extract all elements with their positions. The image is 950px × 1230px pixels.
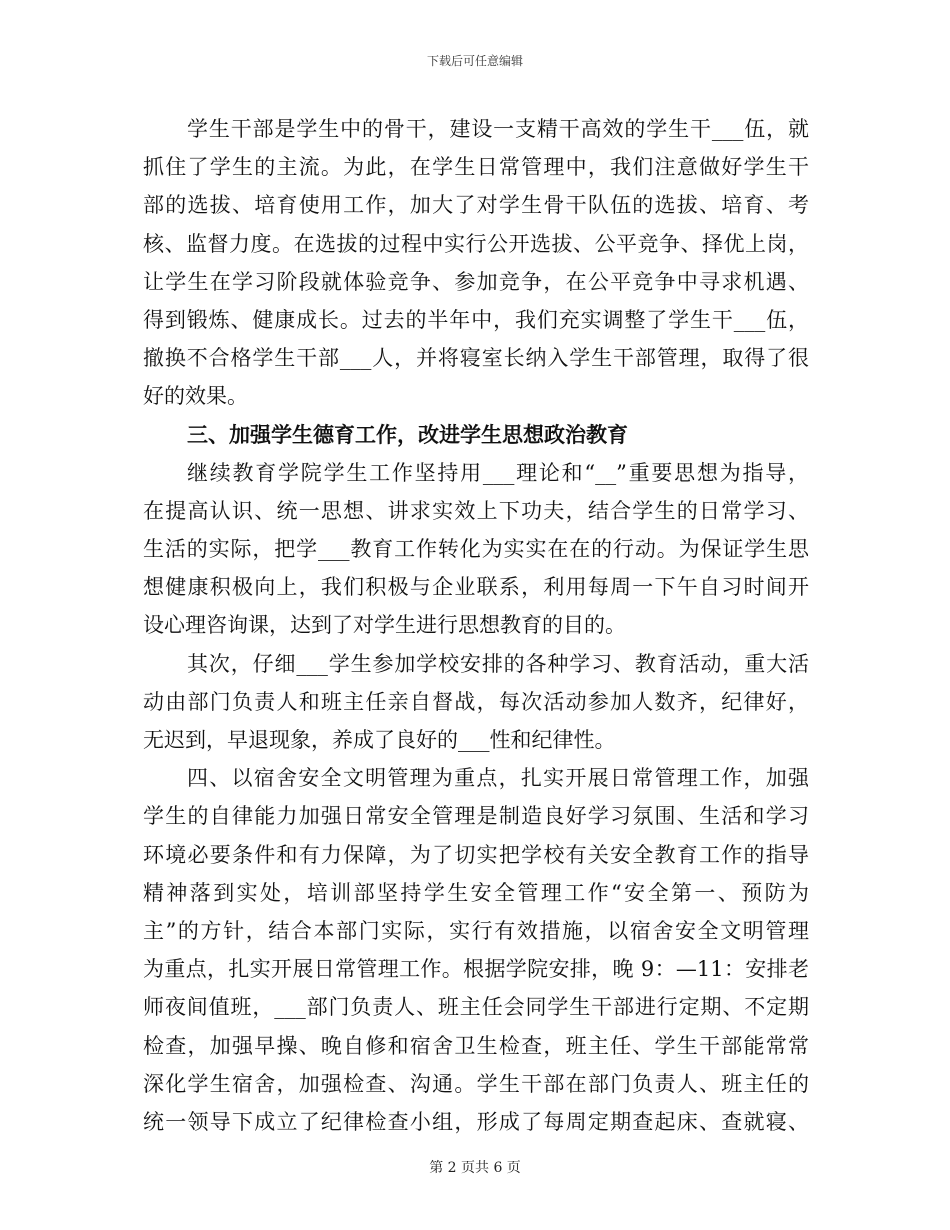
text-line: 核、监督力度。在选拔的过程中实行公开选拔、公平竞争、择优上岗， bbox=[143, 231, 809, 256]
text-line: 环境必要条件和有力保障，为了切实把学校有关安全教育工作的指导 bbox=[143, 842, 809, 867]
text-line: 为重点，扎实开展日常管理工作。根据学院安排，晚 9：—11：安排老 bbox=[143, 957, 809, 982]
text-line: 抓住了学生的主流。为此，在学生日常管理中，我们注意做好学生干 bbox=[143, 155, 809, 180]
text-line: 学生干部是学生中的骨干，建设一支精干高效的学生干___伍，就 bbox=[187, 117, 809, 141]
page-header: 下载后可任意编辑 bbox=[426, 54, 523, 68]
text-line: 其次，仔细___学生参加学校安排的各种学习、教育活动，重大活 bbox=[187, 651, 809, 676]
text-line: 让学生在学习阶段就体验竞争、参加竞争，在公平竞争中寻求机遇、 bbox=[143, 269, 809, 294]
text-line: 撤换不合格学生干部___人，并将寝室长纳入学生干部管理，取得了很 bbox=[143, 346, 809, 371]
text-line: 得到锻炼、健康成长。过去的半年中，我们充实调整了学生干___伍， bbox=[143, 307, 809, 332]
text-line: 部的选拔、培育使用工作，加大了对学生骨干队伍的选拔、培育、考 bbox=[143, 193, 809, 218]
text-line: 四、以宿舍安全文明管理为重点，扎实开展日常管理工作，加强 bbox=[187, 766, 809, 791]
text-line: 深化学生宿舍，加强检查、沟通。学生干部在部门负责人、班主任的 bbox=[143, 1071, 809, 1096]
page-footer: 第 2 页共 6 页 bbox=[429, 1160, 521, 1176]
section-heading: 三、加强学生德育工作，改进学生思想政治教育 bbox=[187, 421, 628, 447]
text-line: 动由部门负责人和班主任亲自督战，每次活动参加人数齐，纪律好， bbox=[143, 689, 809, 714]
text-line: 好的效果。 bbox=[143, 384, 248, 409]
text-line: 想健康积极向上，我们积极与企业联系，利用每周一下午自习时间开 bbox=[143, 575, 809, 600]
text-line: 继续教育学院学生工作坚持用___理论和“__”重要思想为指导， bbox=[187, 460, 809, 485]
text-line: 设心理咨询课，达到了对学生进行思想教育的目的。 bbox=[143, 613, 626, 638]
text-line: 学生的自律能力加强日常安全管理是制造良好学习氛围、生活和学习 bbox=[143, 804, 809, 829]
text-line: 主”的方针，结合本部门实际，实行有效措施，以宿舍安全文明管理 bbox=[143, 918, 809, 943]
text-line: 统一领导下成立了纪律检查小组，形成了每周定期查起床、查就寝、 bbox=[143, 1109, 809, 1134]
document-body bbox=[143, 110, 809, 1141]
text-line: 师夜间值班，___部门负责人、班主任会同学生干部进行定期、不定期 bbox=[143, 995, 809, 1020]
text-line: 生活的实际，把学___教育工作转化为实实在在的行动。为保证学生思 bbox=[143, 537, 809, 562]
text-line: 检查，加强早操、晚自修和宿舍卫生检查，班主任、学生干部能常常 bbox=[143, 1033, 809, 1058]
text-line: 精神落到实处，培训部坚持学生安全管理工作“安全第一、预防为 bbox=[143, 880, 809, 905]
text-line: 在提高认识、统一思想、讲求实效上下功夫，结合学生的日常学习、 bbox=[143, 498, 809, 523]
text-line: 无迟到，早退现象，养成了良好的___性和纪律性。 bbox=[143, 728, 616, 752]
